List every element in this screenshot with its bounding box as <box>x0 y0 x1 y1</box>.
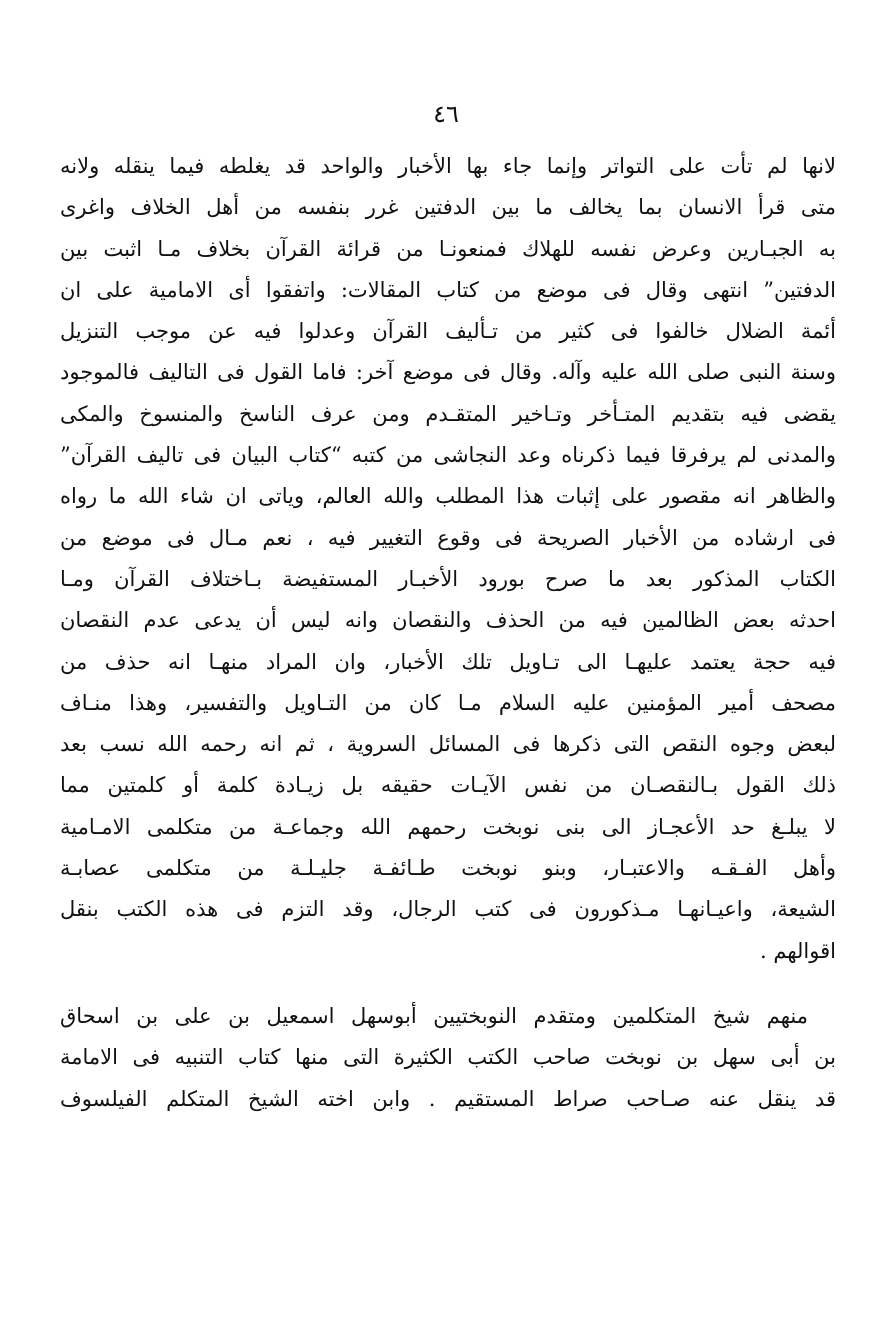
text-line: الشيعة، واعيـانهـا مـذكورون فى كتب الرجال، وقد التزم فى هذه الكتب بنقل <box>60 897 836 922</box>
page-number: ٤٦ <box>433 100 459 128</box>
text-line: منهم شيخ المتكلمين ومتقدم النوبختيين أبوسهل اسمعيل بن على بن اسحاق <box>60 1003 808 1028</box>
text-line: وسنة النبى صلى الله عليه وآله. وقال فى موضع آخر: فاما القول فى التاليف فالموجود <box>60 360 836 385</box>
text-line: والظاهر انه مقصور على إثبات هذا المطلب والله العالم، وياتى ان شاء الله ما رواه <box>60 484 836 509</box>
text-line: لانها لم تأت على التواتر وإنما جاء بها الأخبار والواحد قد يغلطه فيما ينقله ولانه <box>60 154 836 178</box>
paragraph-2 <box>60 996 836 1120</box>
text-line: فيه حجة يعتمد عليهـا الى تـاويل تلك الأخبار، وان المراد منهـا انه حذف من <box>60 649 836 674</box>
text-line: والمدنى لم يرفرقا فيما ذكرناه وعد النجاشى من كتبه “كتاب البيان فى تاليف القرآن” <box>60 443 836 468</box>
text-line: بن أبى سهل بن نوبخت صاحب الكتب الكثيرة التى منها كتاب التنبيه فى الامامة <box>60 1045 836 1070</box>
paragraph-1 <box>60 146 836 972</box>
text-line: قد ينقل عنه صـاحب صراط المستقيم . وابن اخته الشيخ المتكلم الفيلسوف <box>60 1086 836 1111</box>
text-line: الدفتين” انتهى وقال فى موضع من كتاب المقالات: واتفقوا أى الامامية على ان <box>60 277 836 302</box>
text-line: احدثه بعض الظالمين فيه من الحذف والنقصان وانه ليس أن يدعى عدم النقصان <box>60 608 836 633</box>
paragraph-spacer <box>60 972 836 996</box>
text-line: يقضى فيه بتقديم المتـأخر وتـاخير المتقـدم ومن عرف الناسخ والمنسوخ والمكى <box>60 401 836 426</box>
body-text <box>60 146 836 1120</box>
text-line: مصحف أمير المؤمنين عليه السلام مـا كان من التـاويل والتفسير، وهذا منـاف <box>60 690 836 715</box>
text-line: اقوالهم . <box>760 938 836 963</box>
text-line: ذلك القول بـالنقصـان من نفس الآيـات حقيقه بل زيـادة كلمة أو كلمتين مما <box>60 773 836 798</box>
text-line: لا يبلـغ حد الأعجـاز الى بنى نوبخت رحمهم الله وجماعـة من متكلمى الامـامية <box>60 814 836 839</box>
text-line: لبعض وجوه النقص التى ذكرها فى المسائل السروية ، ثم انه رحمه الله نسب بعد <box>60 732 836 757</box>
text-line: الكتاب المذكور بعد ما صرح بورود الأخبـار المستفيضة بـاختلاف القرآن ومـا <box>60 566 836 591</box>
text-line: أئمة الضلال خالفوا فى كثير من تـأليف القرآن وعدلوا فيه عن موجب التنزيل <box>60 319 836 344</box>
text-line: متى قرأ الانسان بما يخالف ما بين الدفتين غرر بنفسه من أهل الخلاف واغرى <box>60 195 836 220</box>
text-line: به الجبـارين وعرض نفسه للهلاك فمنعونـا من قرائة القرآن بخلاف مـا اثبت بين <box>60 236 836 261</box>
text-line: فى ارشاده من الأخبار الصريحة فى وقوع التغيير فيه ، نعم مـال فى موضع من <box>60 525 836 550</box>
text-line: وأهل الفـقـه والاعتبـار، وبنو نوبخت طـائفـة جليـلـة من متكلمى عصابـة <box>60 856 836 881</box>
